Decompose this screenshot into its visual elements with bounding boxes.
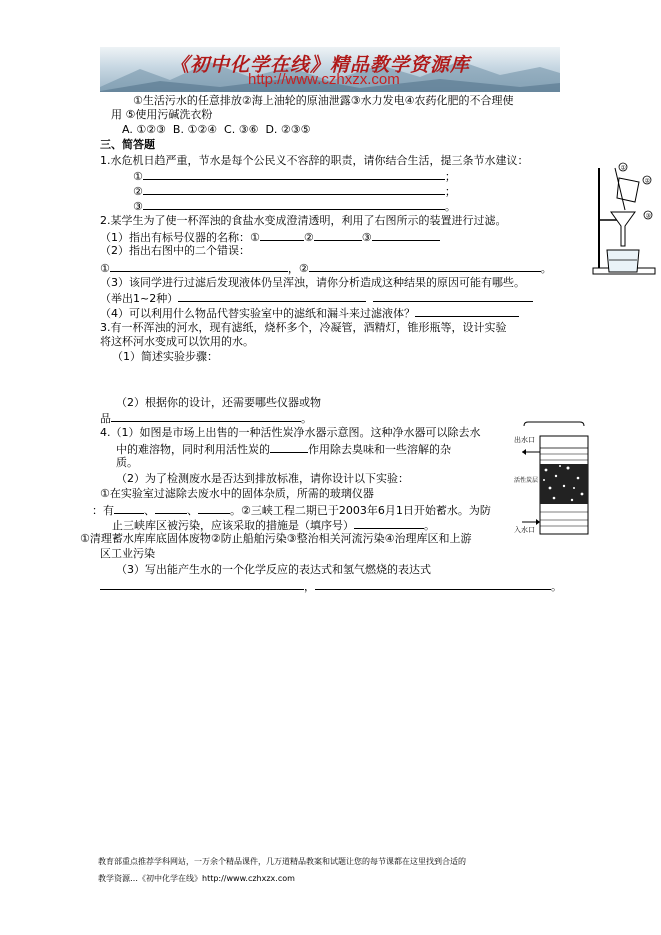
q3-stem-2: 将这杯河水变成可以饮用的水。 xyxy=(100,335,254,348)
q4-carbon-blank[interactable] xyxy=(270,441,308,453)
q2-blank-2[interactable] xyxy=(314,229,362,241)
site-banner xyxy=(100,47,560,92)
q2-part2: （2）指出右图中的二个错误： xyxy=(100,244,250,257)
fig-inlet-label: 入水口 xyxy=(514,526,535,534)
q4-sep-1: 、 xyxy=(144,504,155,517)
option-b: B. ①②④ xyxy=(172,123,218,136)
fig-label-1: ① xyxy=(620,164,626,172)
q4-part2-a: （2）为了检测废水是否达到排放标准，请你设计以下实验： xyxy=(116,472,409,485)
q2-p2-mark2: ，② xyxy=(287,262,309,275)
q2-part2-answer xyxy=(100,260,552,276)
q2-p1-label: （1）指出有标号仪器的名称：① xyxy=(100,231,260,244)
q2-err-blank-2[interactable] xyxy=(309,260,541,272)
q4-p2d-end: 。 xyxy=(424,519,435,532)
q1-blank-2[interactable] xyxy=(143,183,445,195)
q4-p2d-label: 止三峡库区被污染，应该采取的措施是（填序号） xyxy=(112,519,354,532)
q4-part2-d xyxy=(112,517,435,533)
prev-question-line1: ①生活污水的任意排放②海上油轮的原油泄露③水力发电④农药化肥的不合理使 xyxy=(133,94,514,107)
q2-part1 xyxy=(100,229,440,245)
q3-items-blank[interactable] xyxy=(111,410,301,422)
q3-p2b-end: 。 xyxy=(301,412,312,425)
q4-p3-mid: ， xyxy=(304,580,315,593)
q4-glass-blank-2[interactable] xyxy=(155,502,187,514)
filtration-apparatus-figure xyxy=(575,160,657,278)
banner-url[interactable]: http://www.czhxzx.com xyxy=(248,71,400,88)
q3-part1: （1）简述实验步骤： xyxy=(112,350,218,363)
q2-reason-blank-2[interactable] xyxy=(373,290,533,302)
q3-part2b xyxy=(100,410,312,426)
q4-part2-e: ①清理蓄水库库底固体废物②防止船舶污染③整治相关河流污染④治理库区和上游 xyxy=(80,532,472,545)
option-d: D. ②③⑤ xyxy=(265,123,311,136)
q4-part2-b: ①在实验室过滤除去废水中的固体杂质，所需的玻璃仪器 xyxy=(100,487,374,500)
option-c: C. ③⑥ xyxy=(224,123,259,136)
q3-p2b-label: 品 xyxy=(100,412,111,425)
prev-question-line2: 用 ⑤使用污碱洗衣粉 xyxy=(111,108,213,121)
q4-p3-end: 。 xyxy=(551,580,562,593)
fig-label-3: ③ xyxy=(645,212,651,220)
water-purifier-figure xyxy=(512,416,594,538)
q4-part3: （3）写出能产生水的一个化学反应的表达式和氢气燃烧的表达式 xyxy=(116,563,431,576)
q4-equation-blank-2[interactable] xyxy=(315,578,551,590)
q2-p2-mark1: ① xyxy=(100,262,110,275)
fig-outlet-label: 出水口 xyxy=(514,436,535,444)
q4-sep-2: 、 xyxy=(187,504,198,517)
q1-mark-2: ② xyxy=(133,185,143,198)
q1-end-1: ； xyxy=(444,170,456,183)
option-a: A. ①②③ xyxy=(122,123,166,136)
q1-mark-3: ③ xyxy=(133,200,143,213)
q4-part1-c: 质。 xyxy=(116,456,138,469)
q2-p1-mark3: ③ xyxy=(361,231,372,244)
q4-p2c-end: 。②三峡工程二期已于2003年6月1日开始蓄水。为防 xyxy=(230,504,491,517)
q1-blank-1[interactable] xyxy=(143,168,445,180)
q1-end-3: 。 xyxy=(444,200,456,213)
q2-p4-label: （4）可以利用什么物品代替实验室中的滤纸和漏斗来过滤液体？ xyxy=(100,307,415,320)
q4-part1-b xyxy=(116,441,451,457)
q2-blank-1[interactable] xyxy=(260,229,304,241)
q1-answer-3 xyxy=(133,198,456,214)
q4-glass-blank-3[interactable] xyxy=(198,502,230,514)
q2-blank-3[interactable] xyxy=(372,229,440,241)
footer-line-1: 教育部重点推荐学科网站，一万余个精品课件，几万道精品教案和试题让您的每节课都在这里找到合适的 xyxy=(98,857,466,866)
section-title: 三、简答题 xyxy=(100,138,155,151)
q2-substitute-blank[interactable] xyxy=(415,305,519,317)
banner-title: 《初中化学在线》精品教学资源库 xyxy=(170,54,471,76)
q2-part3b xyxy=(100,290,533,306)
q4-part3-answer xyxy=(100,578,562,594)
q1-end-2: ； xyxy=(444,185,456,198)
q2-p3b-label: （举出1~2种） xyxy=(100,292,179,305)
footer-line-2: 教学资源…《初中化学在线》http://www.czhxzx.com xyxy=(98,874,295,883)
q4-measure-blank[interactable] xyxy=(354,517,424,529)
q3-part2: （2）根据你的设计，还需要哪些仪器或物 xyxy=(116,396,321,409)
page-footer xyxy=(98,853,466,887)
q4-equation-blank-1[interactable] xyxy=(100,578,304,590)
prev-question-options xyxy=(122,123,311,137)
q2-err-blank-1[interactable] xyxy=(110,260,288,272)
q2-p2-end: 。 xyxy=(540,262,552,275)
q1-stem: 1.水危机日趋严重，节水是每个公民义不容辞的职责，请你结合生活，提三条节水建议： xyxy=(100,154,529,167)
q3-stem-1: 3.有一杯浑浊的河水，现有滤纸，烧杯多个，冷凝管，酒精灯，锥形瓶等，设计实验 xyxy=(100,321,507,334)
q4-glass-blank-1[interactable] xyxy=(114,502,144,514)
q2-part3: （3）该同学进行过滤后发现液体仍呈浑浊，请你分析造成这种结果的原因可能有哪些。 xyxy=(100,276,525,289)
q4-p1b-label: 中的难溶物，同时利用活性炭的 xyxy=(116,443,270,456)
q4-part2-f: 区工业污染 xyxy=(100,547,155,560)
q1-answer-2 xyxy=(133,183,456,199)
q2-stem: 2.某学生为了使一杯浑浊的食盐水变成澄清透明，利用了右图所示的装置进行过滤。 xyxy=(100,214,507,227)
q2-part4 xyxy=(100,305,519,321)
q4-p2c-label: ：有 xyxy=(92,504,114,517)
fig-label-2: ② xyxy=(644,177,650,185)
q1-mark-1: ① xyxy=(133,170,143,183)
fig-carbon-label: 活性炭层 xyxy=(514,477,539,484)
q1-answer-1 xyxy=(133,168,456,184)
q4-part1-a: 4.（1）如图是市场上出售的一种活性炭净水器示意图。这种净水器可以除去水 xyxy=(100,426,481,439)
q2-p1-mark2: ② xyxy=(303,231,314,244)
q1-blank-3[interactable] xyxy=(143,198,445,210)
q4-part2-c xyxy=(92,502,491,518)
q2-reason-blank-1[interactable] xyxy=(178,290,366,302)
q4-p1b-end: 作用除去臭味和一些溶解的杂 xyxy=(308,443,451,456)
